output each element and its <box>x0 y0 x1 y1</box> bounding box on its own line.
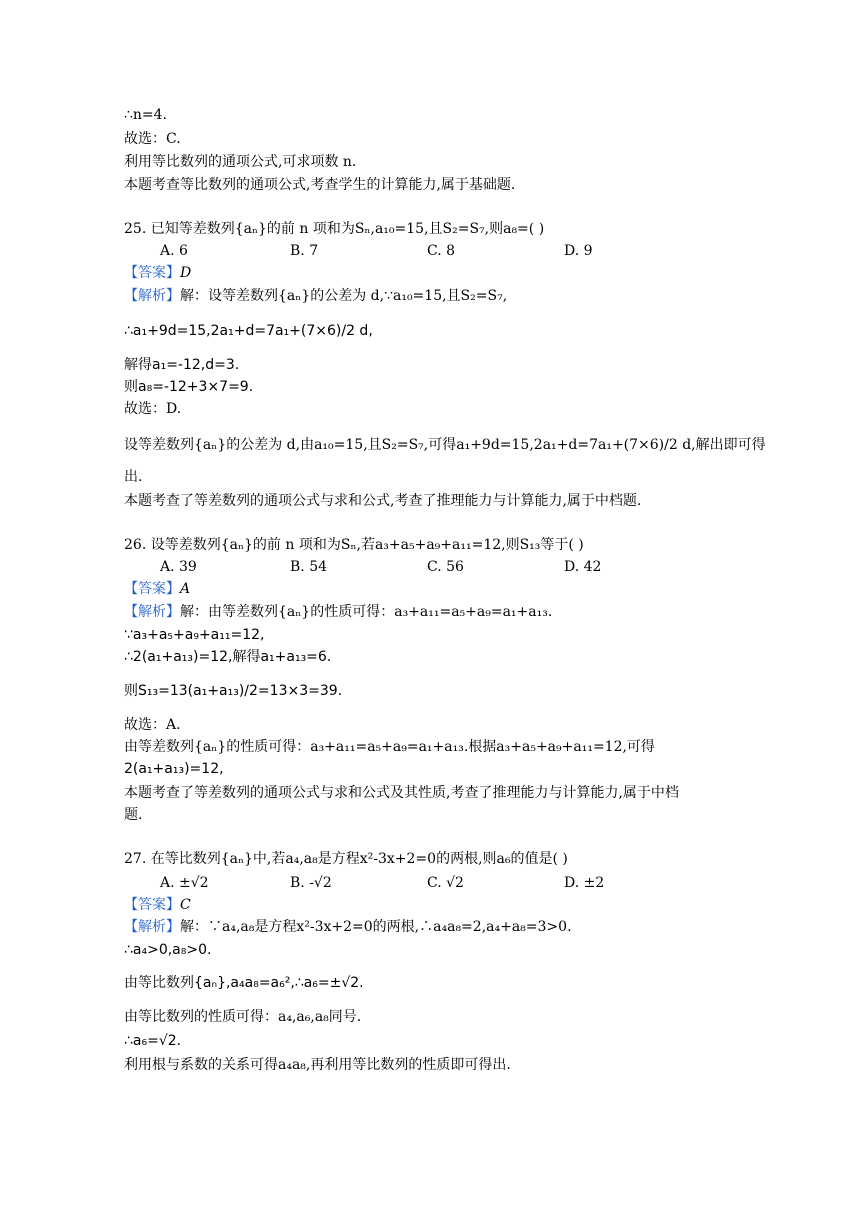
text-line: 利用根与系数的关系可得a₄a₈,再利用等比数列的性质即可得出. <box>124 1057 511 1073</box>
choice-a: A. ±√2 <box>160 875 209 891</box>
text-line: 设等差数列{aₙ}的公差为 d,由a₁₀=15,且S₂=S₇,可得a₁+9d=15,2a₁+d=7a₁+(7×6)/2 d,解出即可得 <box>124 437 766 453</box>
answer-line <box>124 264 191 282</box>
text-line: 本题考查等比数列的通项公式,考查学生的计算能力,属于基础题. <box>124 177 516 193</box>
text-line: 由等比数列{aₙ},a₄a₈=a₆²,∴a₆=±√2. <box>124 975 364 991</box>
question-25-stem: 25. 已知等差数列{aₙ}的前 n 项和为Sₙ,a₁₀=15,且S₂=S₇,则a₈=( ) <box>124 221 545 237</box>
choice-d: D. 9 <box>564 243 593 259</box>
choice-b: B. 7 <box>290 243 319 259</box>
text-line: ∵a₃+a₅+a₉+a₁₁=12, <box>124 627 265 643</box>
answer-tag: 【答案】 <box>124 265 180 281</box>
text-line: 本题考查了等差数列的通项公式与求和公式,考查了推理能力与计算能力,属于中档题. <box>124 493 642 509</box>
choice-b: B. 54 <box>290 559 328 575</box>
text-line: ∴2(a₁+a₁₃)=12,解得a₁+a₁₃=6. <box>124 649 332 665</box>
text-line: 出. <box>124 469 143 485</box>
analysis-tag: 【解析】 <box>124 604 180 620</box>
text-line: 故选：C. <box>124 131 181 147</box>
choice-a: A. 39 <box>160 559 197 575</box>
text-line: ∴a₄>0,a₈>0. <box>124 942 212 958</box>
choice-c: C. 8 <box>427 243 456 259</box>
answer-tag: 【答案】 <box>124 897 180 913</box>
text-line: 本题考查了等差数列的通项公式与求和公式及其性质,考查了推理能力与计算能力,属于中档 <box>124 785 679 801</box>
text-line: ∴a₆=√2. <box>124 1033 182 1049</box>
analysis-line <box>124 918 572 936</box>
analysis-text: 解：∵a₄,a₈是方程x²-3x+2=0的两根,∴a₄a₈=2,a₄+a₈=3>0. <box>180 919 572 935</box>
text-line: 故选：D. <box>124 401 182 417</box>
analysis-tag: 【解析】 <box>124 288 180 304</box>
text-line: 题. <box>124 807 143 823</box>
answer-value: A <box>180 581 191 597</box>
answer-line <box>124 580 190 598</box>
text-line: 则S₁₃=13(a₁+a₁₃)/2=13×3=39. <box>124 683 343 699</box>
answer-line <box>124 896 191 914</box>
text-line: 则a₈=-12+3×7=9. <box>124 379 254 395</box>
answer-value: D <box>180 265 192 281</box>
text-line: 由等比数列的性质可得：a₄,a₆,a₈同号. <box>124 1009 362 1025</box>
text-line: 利用等比数列的通项公式,可求项数 n. <box>124 154 357 170</box>
text-line: 2(a₁+a₁₃)=12, <box>124 761 224 777</box>
analysis-line <box>124 603 552 621</box>
analysis-text: 解：设等差数列{aₙ}的公差为 d,∵a₁₀=15,且S₂=S₇, <box>180 288 508 304</box>
choice-c: C. 56 <box>427 559 464 575</box>
text-line: 故选：A. <box>124 717 181 733</box>
choice-a: A. 6 <box>160 243 188 259</box>
analysis-text: 解：由等差数列{aₙ}的性质可得：a₃+a₁₁=a₅+a₉=a₁+a₁₃. <box>180 604 553 620</box>
question-27-stem: 27. 在等比数列{aₙ}中,若a₄,a₈是方程x²-3x+2=0的两根,则a₆的值是( ) <box>124 851 568 867</box>
text-line: 由等差数列{aₙ}的性质可得：a₃+a₁₁=a₅+a₉=a₁+a₁₃.根据a₃+a₅+a₉+a₁₁=12,可得 <box>124 739 655 755</box>
choice-d: D. 42 <box>564 559 602 575</box>
question-26-stem: 26. 设等差数列{aₙ}的前 n 项和为Sₙ,若a₃+a₅+a₉+a₁₁=12,则S₁₃等于( ) <box>124 537 584 553</box>
choice-d: D. ±2 <box>564 875 605 891</box>
analysis-tag: 【解析】 <box>124 919 180 935</box>
answer-value: C <box>180 897 191 913</box>
answer-tag: 【答案】 <box>124 581 180 597</box>
choice-c: C. √2 <box>427 875 464 891</box>
text-line: ∴a₁+9d=15,2a₁+d=7a₁+(7×6)/2 d, <box>124 323 373 339</box>
analysis-line <box>124 287 507 305</box>
text-line: 解得a₁=-12,d=3. <box>124 357 240 373</box>
text-line: ∴n=4. <box>124 107 168 123</box>
choice-b: B. -√2 <box>290 875 332 891</box>
